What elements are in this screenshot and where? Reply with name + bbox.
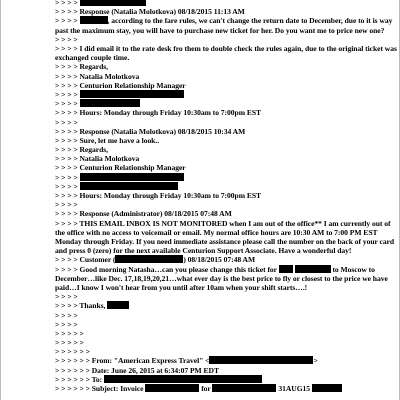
signature-regards: > > > > Regards, [55, 62, 108, 72]
thanks-line: > > > > Thanks, [55, 301, 397, 310]
signature-hours: > > > > Hours: Monday through Friday 10:30am to 7:00pm EST [55, 191, 262, 200]
redaction-block [312, 384, 342, 392]
signature-title: > > > > Centurion Relationship Manager [55, 163, 186, 173]
redaction-block [212, 384, 276, 392]
quoted-line: > > > > [55, 200, 78, 210]
quoted-line: > > > > [55, 34, 78, 44]
redaction-block [80, 173, 184, 181]
email-body [55, 0, 397, 393]
quoted-line: > > > > > > [55, 347, 90, 357]
redaction-block [80, 90, 184, 98]
quoted-line: > > > > [55, 90, 397, 99]
redaction-block [80, 182, 178, 190]
signature-name: > > > > Natalia Molotkova [55, 71, 140, 81]
redaction-block [145, 384, 199, 392]
redaction-block [80, 0, 146, 6]
redaction-block [295, 265, 331, 273]
response-header: > > > > Response (Natalia Molotkova) 08/18/2015 10:34 AM [55, 126, 246, 136]
quoted-line: > > > > [55, 117, 78, 127]
quoted-line: > > > > [55, 319, 78, 329]
forwarded-subject: > > > > > > Subject: Invoice for 31AUG15 [55, 384, 397, 393]
signature-title: > > > > Centurion Relationship Manager [55, 80, 186, 90]
signature-regards: > > > > Regards, [55, 145, 108, 155]
signature-name: > > > > Natalia Molotkova [55, 154, 140, 164]
forwarded-from: > > > > > > From: "American Express Travel" < > [55, 356, 318, 366]
redaction-block [104, 375, 262, 383]
signature-hours: > > > > Hours: Monday through Friday 10:30am to 7:00pm EST [55, 108, 262, 118]
redaction-block [80, 99, 140, 107]
fare-rules-paragraph: > > > > , according to the fare rules, we can't change the return date to December, due to it is way past the maximum stay, you will have to purchase new ticket for her. Do you want me to price new one? [55, 16, 393, 35]
redaction-block [279, 265, 293, 273]
response-header: > > > > Response (Administrator) 08/18/2015 07:48 AM [55, 209, 232, 219]
quoted-line: > > > > [55, 182, 397, 191]
redaction-block [80, 16, 108, 24]
quoted-line: > > > > > [55, 328, 84, 338]
auto-reply-paragraph: > > > > THIS EMAIL INBOX IS NOT MONITORED when I am out of the office** I am currently out of the office with no access to voicemail or email. My normal office hours are 10:30 AM to 7:00 PM EST Monday through Friday. If you need immediate assistance please call the number on the back of your card and press 0 (zero) for the next available Centurion Support Associate. Have a wonderful day! [55, 218, 395, 256]
quoted-line: > > > > [55, 99, 397, 108]
redaction-block [209, 356, 313, 364]
reply-text: > > > > Sure, let me have a look.. [55, 135, 160, 145]
redaction-block [107, 301, 129, 309]
quoted-line: > > > > [55, 173, 397, 182]
forwarded-date: > > > > > > Date: June 26, 2015 at 6:34:07 PM EDT [55, 365, 219, 375]
rate-desk-paragraph: > > > > I did email it to the rate desk fro them to double check the rules again, due to the original ticket was exchanged couple time. [55, 43, 397, 63]
quoted-line: > > > > [55, 310, 78, 320]
customer-request-paragraph: > > > > Good morning Natasha…can you please change this ticket for to Moscow to December…like Dec. 17,18,19,20,21…what ever day is the best price to fly or closest to the price we have paid…I know I won't hear from you until after 10am when your shift starts….! [55, 264, 388, 292]
customer-header: > > > > Customer ( ) 08/18/2015 07:48 AM [55, 255, 256, 265]
quoted-line: > > > > [55, 0, 397, 7]
response-header: > > > > Response (Natalia Molotkova) 08/18/2015 11:13 AM [55, 7, 245, 17]
redaction-block [115, 255, 183, 263]
forwarded-to: > > > > > > To: [55, 375, 397, 384]
quoted-line: > > > > > [55, 338, 84, 348]
quoted-line: > > > > [55, 292, 78, 302]
